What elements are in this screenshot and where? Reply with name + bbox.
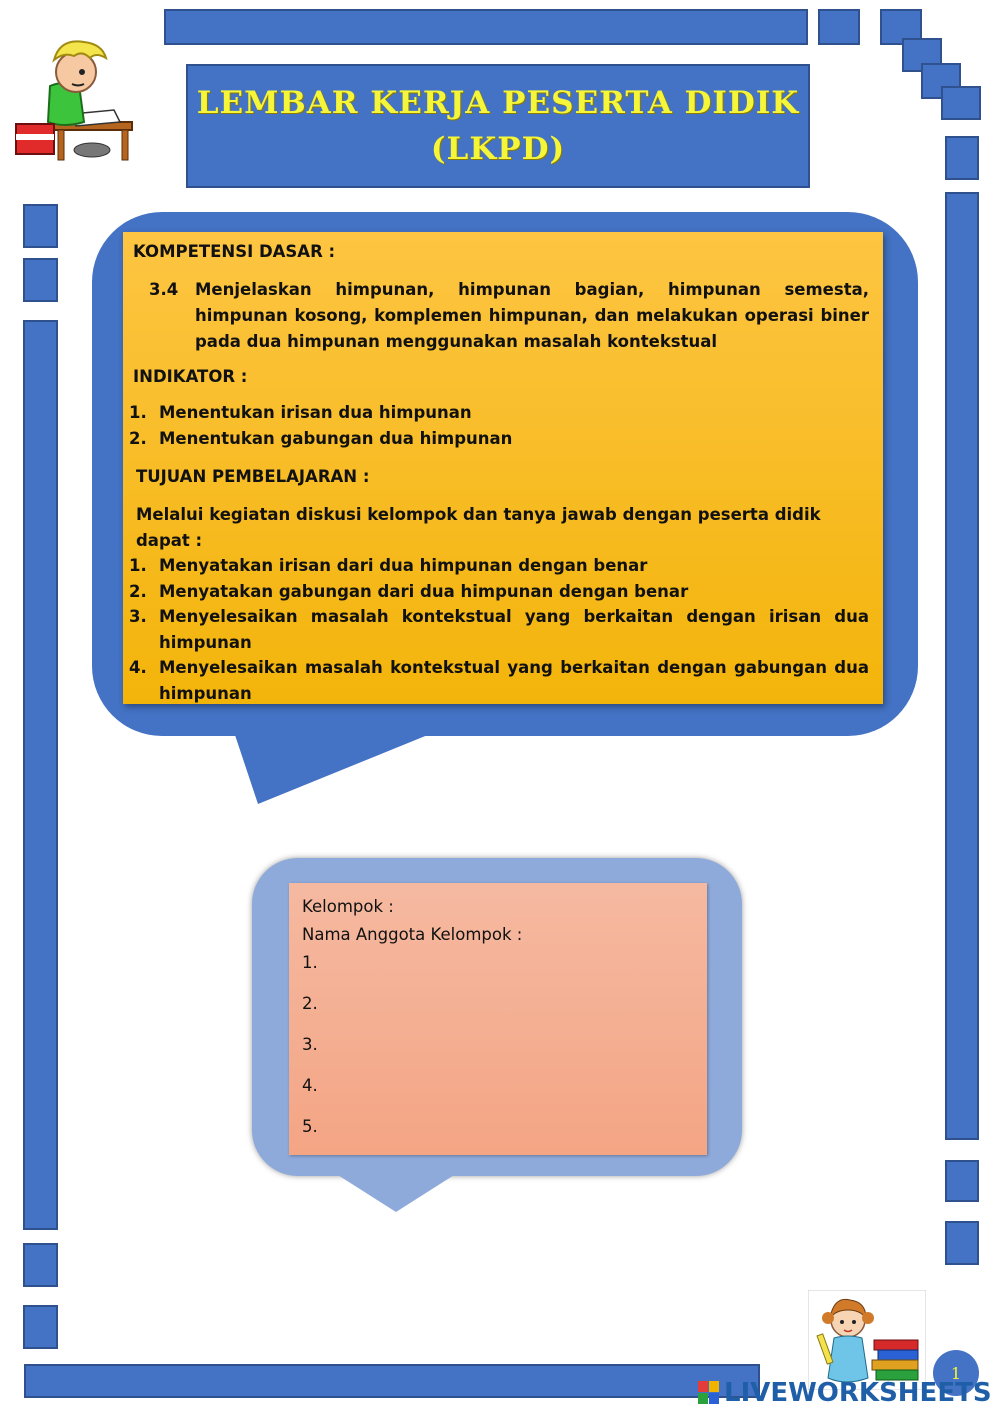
frame-square (23, 1305, 58, 1349)
list-text: Menyelesaikan masalah kontekstual yang berkaitan dengan irisan dua himpunan (159, 607, 869, 652)
kompetensi-number: 3.4 (149, 280, 179, 299)
group-label: Kelompok : (302, 897, 394, 916)
list-number: 3. (129, 607, 147, 626)
member-slot[interactable]: 1. (302, 953, 318, 972)
list-number: 1. (129, 403, 147, 422)
list-text: Menyelesaikan masalah kontekstual yang berkaitan dengan gabungan dua himpunan (159, 658, 869, 703)
list-number: 2. (129, 581, 147, 601)
members-label: Nama Anggota Kelompok : (302, 925, 523, 944)
list-number: 1. (129, 556, 147, 575)
list-text: Menyatakan gabungan dari dua himpunan dengan benar (159, 581, 689, 601)
member-slot[interactable]: 4. (302, 1076, 318, 1095)
watermark-text: LIVEWORKSHEETS (724, 1378, 992, 1408)
page-number: 1 (933, 1350, 979, 1396)
list-text: Menentukan irisan dua himpunan (159, 403, 472, 422)
tujuan-intro: Melalui kegiatan diskusi kelompok dan tanya jawab dengan peserta didik dapat : (136, 505, 821, 550)
indikator-header: INDIKATOR : (133, 367, 248, 386)
girl-reading-books-clipart-icon (808, 1290, 926, 1390)
title-line-1: LEMBAR KERJA PESERTA DIDIK (196, 85, 800, 121)
group-card (289, 883, 707, 1155)
member-slot[interactable]: 5. (302, 1117, 318, 1136)
kompetensi-header: KOMPETENSI DASAR : (133, 242, 336, 261)
list-text: Menentukan gabungan dua himpunan (159, 428, 513, 448)
bottom-bar (24, 1364, 760, 1398)
tujuan-header: TUJUAN PEMBELAJARAN : (136, 467, 370, 486)
list-text: Menyatakan irisan dari dua himpunan dengan benar (159, 556, 648, 575)
kompetensi-text: Menjelaskan himpunan, himpunan bagian, himpunan semesta, himpunan kosong, komplemen himpunan, dan melakukan operasi biner pada dua himpunan menggunakan masalah kontekstual (195, 280, 869, 351)
list-number: 2. (129, 428, 147, 448)
liveworksheets-logo-icon (698, 1381, 720, 1405)
member-slot[interactable]: 2. (302, 994, 318, 1013)
frame-square (23, 1243, 58, 1287)
list-number: 4. (129, 658, 147, 677)
member-slot[interactable]: 3. (302, 1035, 318, 1054)
title-line-2: (LKPD) (430, 131, 566, 167)
